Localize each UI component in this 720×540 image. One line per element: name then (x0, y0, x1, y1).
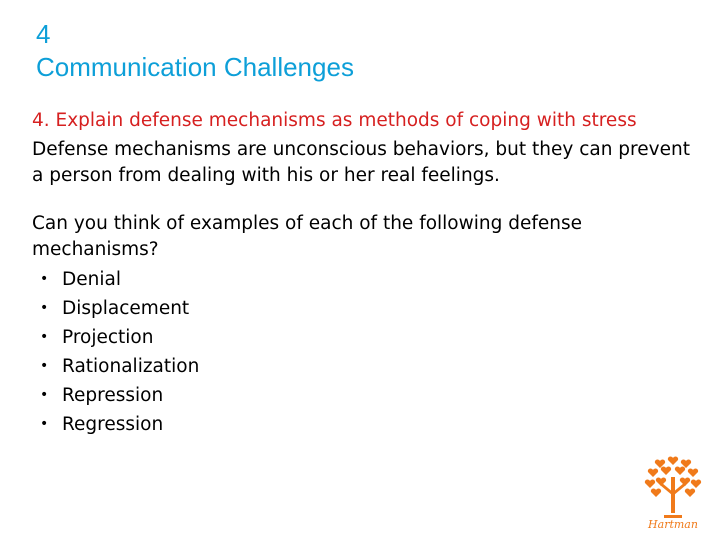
list-item-label: Regression (62, 414, 164, 435)
heart-tree-icon (640, 455, 706, 519)
list-item (32, 265, 702, 294)
list-item (32, 323, 702, 352)
chapter-number: 4 (36, 19, 51, 49)
mechanism-list (32, 265, 702, 439)
list-item-label: Displacement (62, 298, 190, 319)
bullet-icon: • (40, 300, 49, 316)
list-item (32, 381, 702, 410)
list-item (32, 294, 702, 323)
learning-objective: 4. Explain defense mechanisms as methods of coping with stress (32, 110, 637, 131)
list-item-label: Denial (62, 269, 121, 290)
hartman-logo (640, 455, 706, 535)
slide-title (36, 18, 354, 84)
list-item-label: Projection (62, 327, 154, 348)
bullet-icon: • (40, 271, 49, 287)
logo-brand-text: Hartman (648, 518, 698, 531)
list-item-label: Repression (62, 385, 164, 406)
list-item (32, 410, 702, 439)
bullet-icon: • (40, 416, 49, 432)
bullet-icon: • (40, 329, 49, 345)
question-text: Can you think of examples of each of the following defense mechanisms? (32, 213, 583, 260)
list-item (32, 352, 702, 381)
slide-content (32, 106, 702, 439)
intro-text: Defense mechanisms are unconscious behaviors, but they can prevent a person from dealing with his or her real feelings. (32, 139, 690, 186)
list-item-label: Rationalization (62, 356, 200, 377)
bullet-icon: • (40, 387, 49, 403)
chapter-title: Communication Challenges (36, 52, 354, 82)
bullet-icon: • (40, 358, 49, 374)
